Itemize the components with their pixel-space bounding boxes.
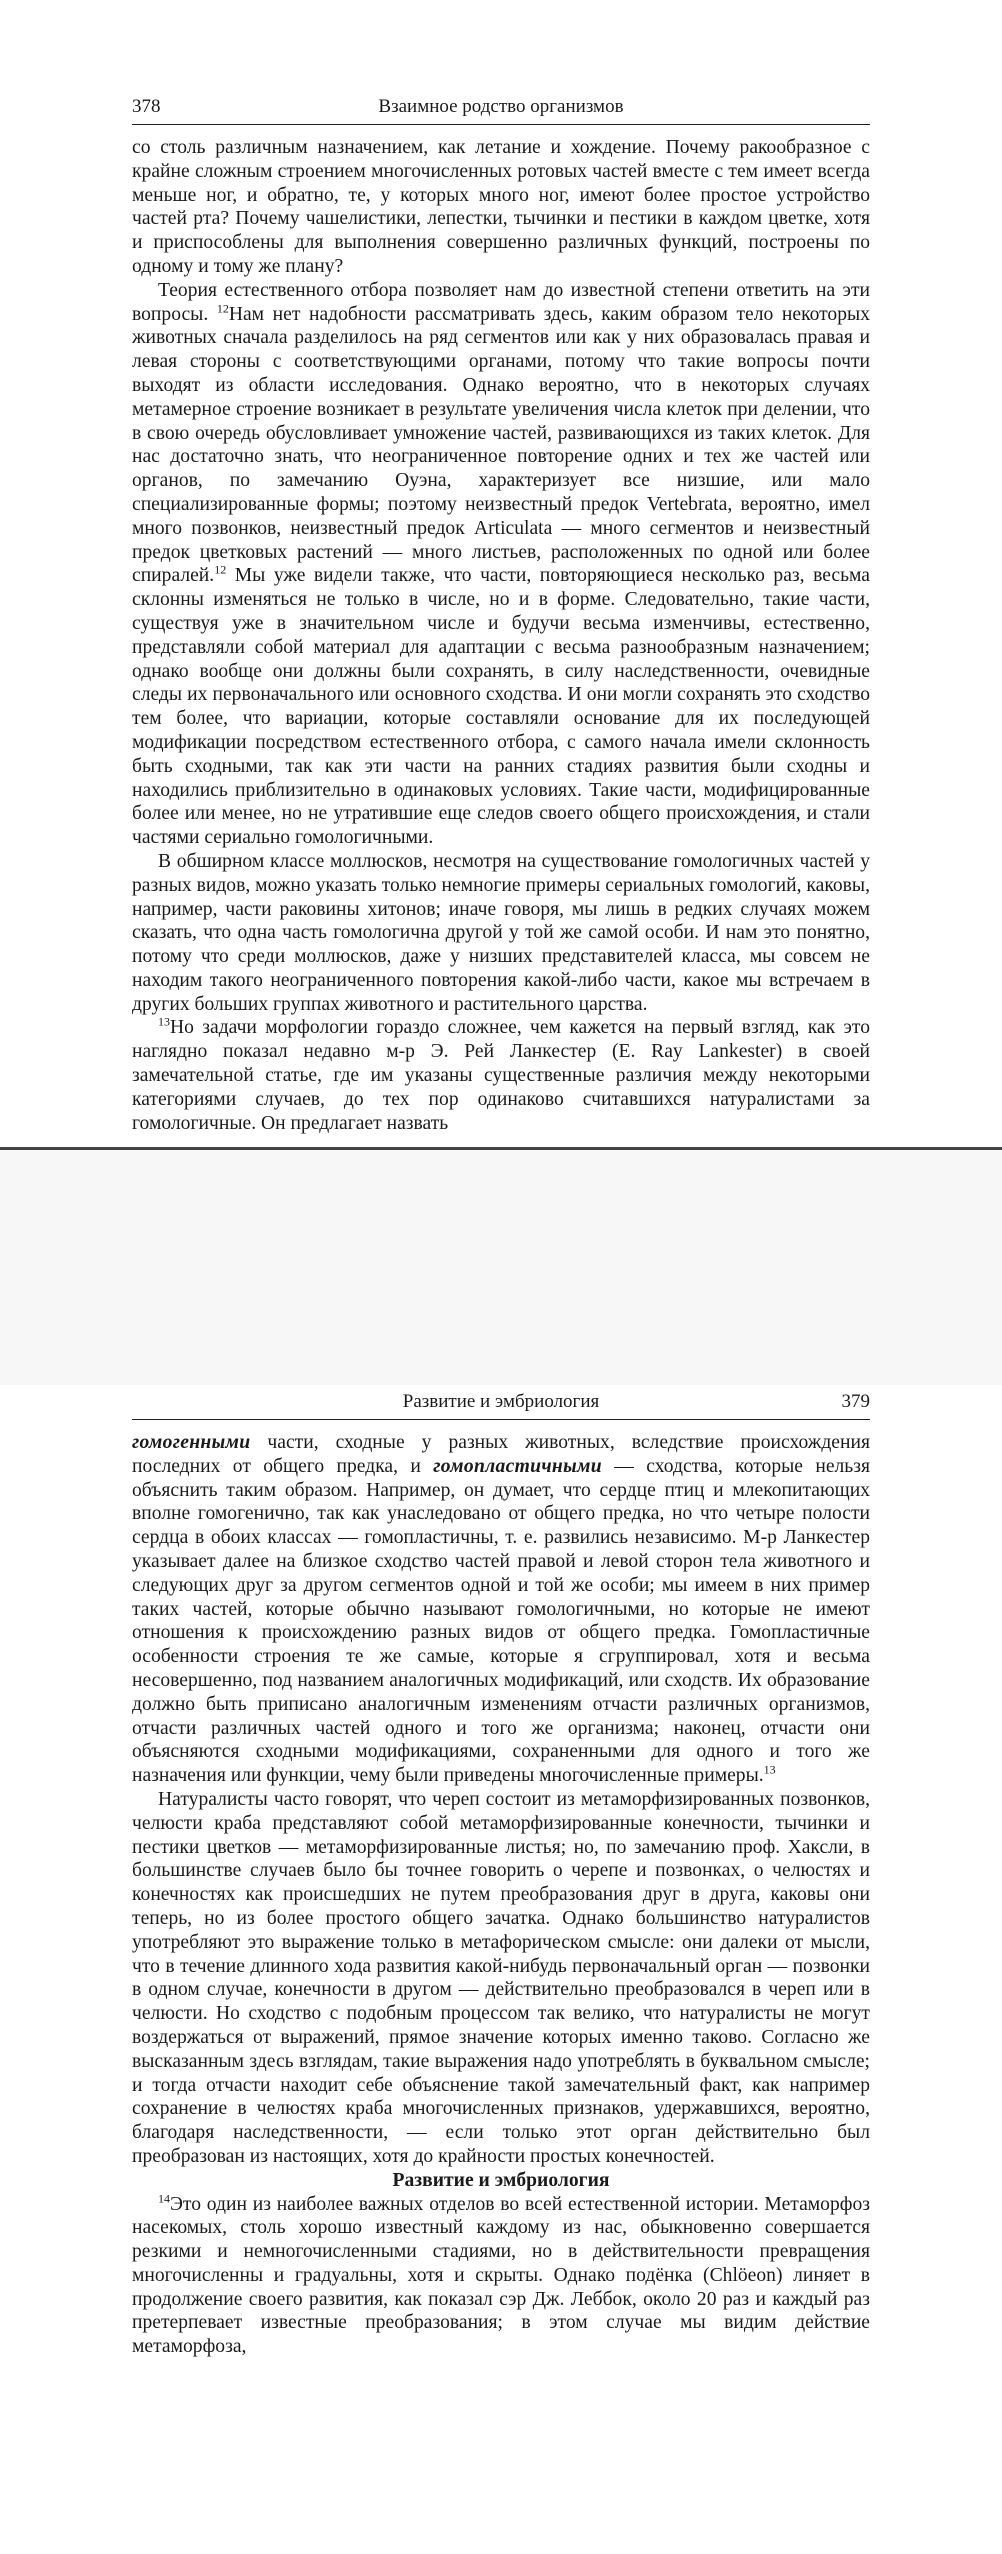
paragraph: В обширном классе моллюсков, несмотря на существование гомологичных частей у разных видов, можно указать только немногие примеры сериальных гомологий, каковы, например, части раковины хитонов; иначе говоря, мы лишь в редких случаях можем сказать, что одна часть гомологична другой у той же самой особи. И нам это понятно, потому что среди моллюсков, даже у низших представителей класса, мы совсем не находим такого неограниченного повторения какой-либо части, какое мы встречаем в других больших группах животного и растительного царства. [132, 850, 870, 1015]
page-378 [0, 0, 1002, 1150]
footnote-ref: 14 [158, 2190, 170, 2205]
section-title: Развитие и эмбриология [392, 2169, 610, 2191]
page-header [132, 1385, 870, 1420]
footnote-ref: 13 [158, 1014, 170, 1029]
page-number: 378 [132, 96, 161, 117]
paragraph [132, 279, 870, 850]
term: гомопластичными [433, 1455, 602, 1477]
paragraph-text: Теория естественного отбора позволяет нам до известной степени ответить на эти вопросы. [132, 279, 870, 325]
paragraph [132, 1431, 870, 1788]
page-header [132, 90, 870, 125]
paragraph [132, 1016, 870, 1135]
running-head: Развитие и эмбриология [402, 1391, 600, 1412]
paragraph-text: Нам нет надобности рассматривать здесь, каким образом тело некоторых животных сначала разделилось на ряд сегментов или как у них образовалась правая и левая стороны с соответствующими органами, потому что такие вопросы почти выходят из области исследования. Однако вероятно, что в некоторых случаях метамерное строение возникает в результате увеличения числа клеток при делении, что в свою очередь обусловливает умножение частей, развивающихся из таких клеток. Для нас достаточно знать, что неограниченное повторение одних и тех же частей или органов, по замечанию Оуэна, характеризует все низшие, или мало специализированные формы; поэтому неизвестный предок Vertebrata, вероятно, имел много позвонков, неизвестный предок Articulata — много сегментов и неизвестный предок цветковых растений — много листьев, расположенных по одной или более спиралей. [132, 303, 870, 587]
page-number: 379 [841, 1391, 870, 1412]
page-379 [0, 1385, 1002, 2554]
paragraph-text: Это один из наиболее важных отделов во всей естественной истории. Метаморфоз насекомых, столь хорошо известный каждому из нас, обыкновенно совершается резкими и немногочисленными стадиями, но в действительности превращения многочисленны и градуальны, хотя и скрыты. Однако подёнка (Chlöeon) линяет в продолжение своего развития, как показал сэр Дж. Леббок, около 20 раз и каждый раз претерпевает известные преобразования; в этом случае мы видим действие метаморфоза, [132, 2193, 870, 2358]
footnote-ref: 12 [214, 562, 227, 577]
footnote-ref: 13 [763, 1762, 776, 1777]
body-text [132, 136, 870, 1135]
page-gap [0, 1150, 1002, 1385]
footnote-ref: 12 [216, 301, 229, 316]
body-text [132, 1431, 870, 2359]
paragraph: со столь различным назначением, как летание и хождение. Почему ракообразное с крайне сложным строением многочисленных ротовых частей вместе с тем имеет всегда меньше ног, и обратно, те, у которых много ног, имеют более простое устройство частей рта? Почему чашелистики, лепестки, тычинки и пестики в каждом цветке, хотя и приспособлены для выполнения совершенно различных функций, построены по одному и тому же плану? [132, 137, 870, 277]
paragraph [132, 2190, 870, 2360]
running-head: Взаимное родство организмов [378, 96, 624, 117]
paragraph: Натуралисты часто говорят, что череп состоит из метаморфизированных позвонков, челюсти краба представляют собой метаморфизированные конечности, тычинки и пестики цветков — метаморфизированные листья; но, по замечанию проф. Хаксли, в большинстве случаев было бы точнее говорить о черепе и позвонках, о челюстях и конечностях как происшедших не путем преобразования друг в друга, каковы они теперь, но из более простого общего зачатка. Однако большинство натуралистов употребляют это выражение только в метафорическом смысле: они далеки от мысли, что в течение длинного хода развития какой-нибудь первоначальный орган — позвонки в одном случае, конечности в другом — действительно преобразовался в череп или в челюсти. Но сходство с подобным процессом так велико, что натуралисты не могут воздержаться от выражений, прямое значение которых именно таково. Согласно же высказанным здесь взглядам, такие выражения надо употреблять в буквальном смысле; и тогда отчасти находит себе объяснение такой замечательный факт, как например сохранение в челюстях краба многочисленных признаков, удержавшихся, вероятно, благодаря наследственности, — если только этот орган действительно был преобразован из настоящих, хотя до крайности простых конечностей. [132, 1788, 870, 2167]
paragraph-text: Мы уже видели также, что части, повторяющиеся несколько раз, весьма склонны изменяться не только в числе, но и в форме. Следовательно, такие части, существуя уже в значительном числе и будучи весьма изменчивы, естественно, представляли собой материал для адаптации с весьма разнообразным назначением; однако вообще они должны были сохранять, в силу наследственности, очевидные следы их первоначального или основного сходства. И они могли сохранять это сходство тем более, что вариации, которые составляли основание для их последующей модификации посредством естественного отбора, с самого начала имели склонность быть сходными, так как эти части на ранних стадиях развития были сходны и находились приблизительно в одинаковых условиях. Такие части, модифицированные более или менее, но не утратившие еще следов своего общего происхождения, и стали частями сериально гомологичными. [132, 565, 870, 849]
term: гомогенными [132, 1432, 251, 1453]
paragraph-text: — сходства, которые нельзя объяснить таким образом. Например, он думает, что сердце птиц и млекопитающих вполне гомогенично, так как унаследовано от общего предка, но что четыре полости сердца в обоих классах — гомопластичны, т. е. развились независимо. М-р Ланкестер указывает далее на близкое сходство частей правой и левой сторон тела животного и следующих друг за другом сегментов одной и той же особи; мы имеем в них пример таких частей, которые обычно называют гомологичными, но которые не имеют отношения к происхождению разных видов от общего предка. Гомопластичные особенности строения те же самые, которые я сгруппировал, хотя и весьма несовершенно, под названием аналогичных модификаций, или сходств. Их образование должно быть приписано аналогичным изменениям отчасти различных организмов, отчасти различных частей одного и того же организма; наконец, отчасти они объясняются сходными модификациями, сохраненными для одного и того же назначения или функции, чему были приведены многочисленные примеры. [132, 1455, 870, 1787]
paragraph-text: части, сходные у разных животных, вследствие происхождения последних от общего предка, и [132, 1432, 870, 1477]
paragraph-text: Но задачи морфологии гораздо сложнее, чем кажется на первый взгляд, как это наглядно показал недавно м-р Э. Рей Ланкестер (E. Ray Lankester) в своей замечательной статье, где им указаны существенные различия между некоторыми категориями случаев, до тех пор одинаково считавшихся натуралистами за гомологичные. Он предлагает назвать [132, 1017, 870, 1134]
